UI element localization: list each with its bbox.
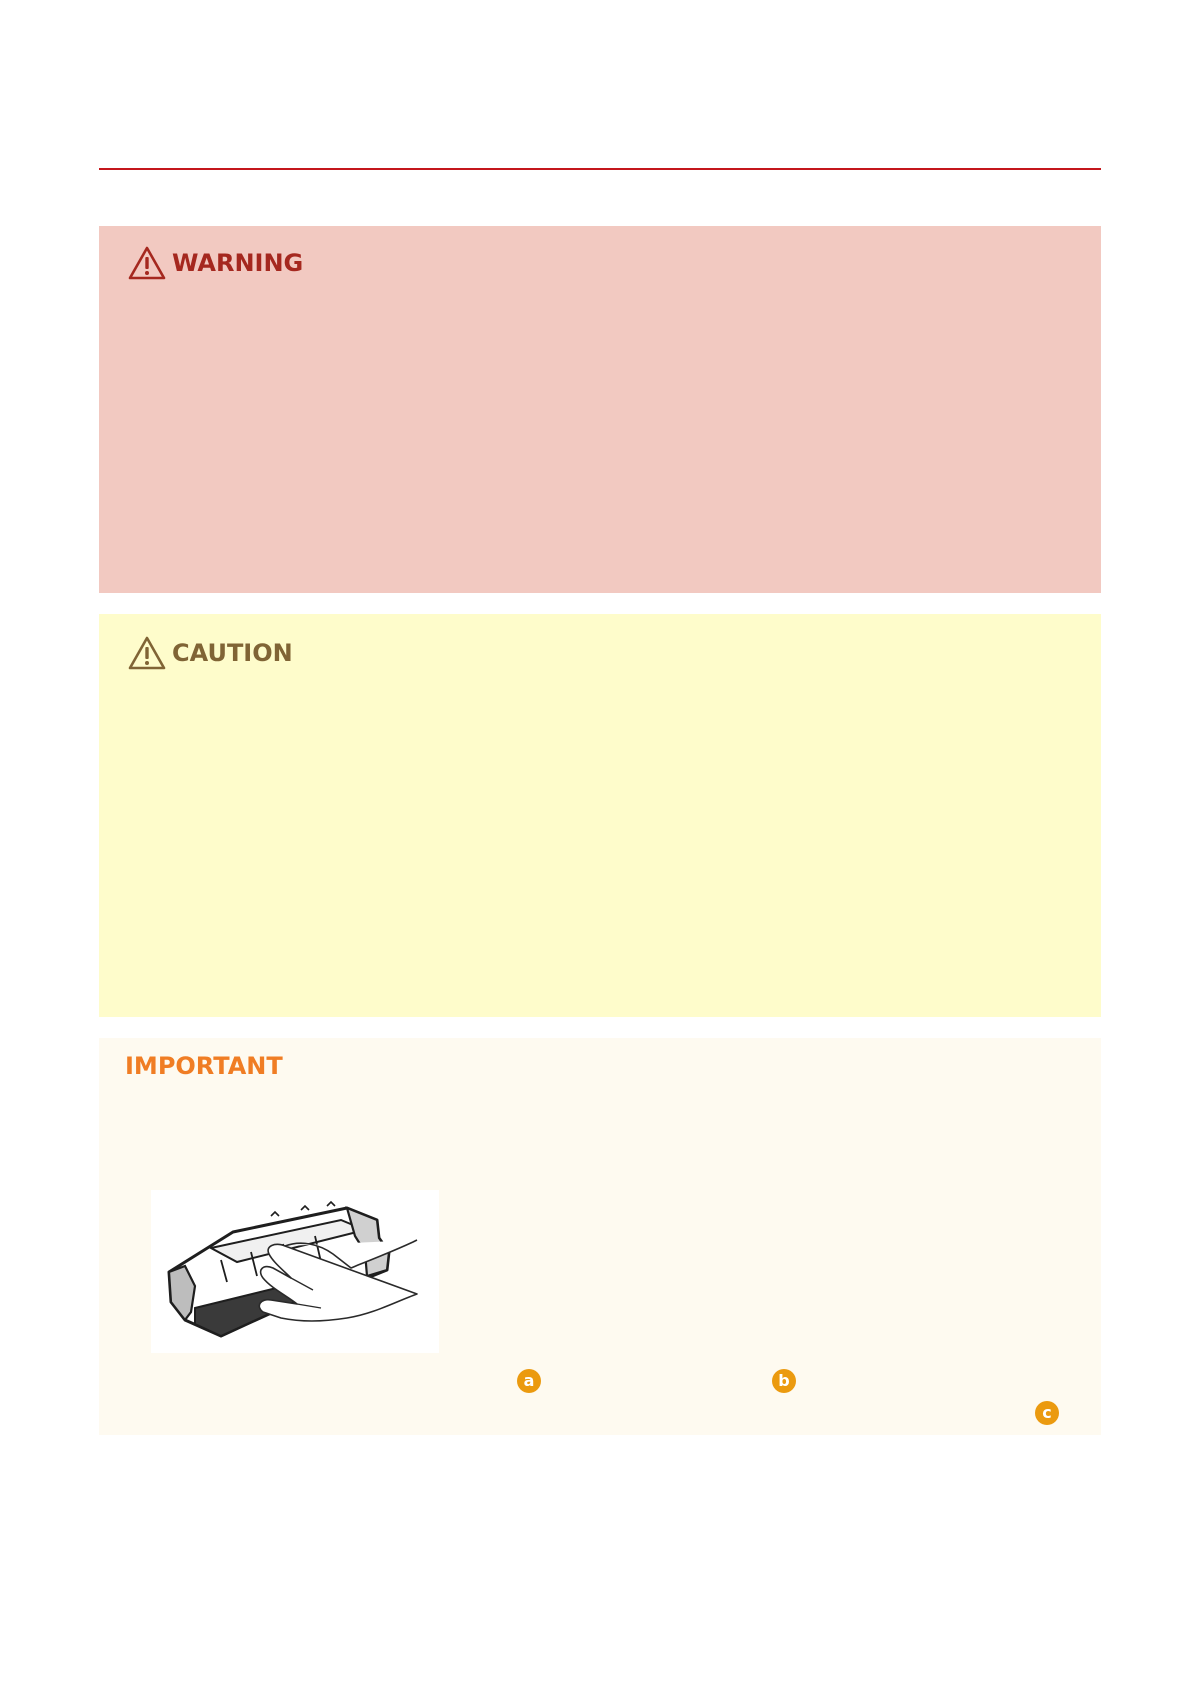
warning-triangle-icon xyxy=(128,246,166,280)
important-heading: IMPORTANT xyxy=(125,1052,283,1080)
callout-a-badge: a xyxy=(517,1369,541,1393)
caution-triangle-icon xyxy=(128,636,166,670)
warning-heading-label: WARNING xyxy=(172,249,304,277)
callout-b-badge: b xyxy=(772,1369,796,1393)
warning-box xyxy=(99,226,1101,593)
warning-heading xyxy=(128,246,303,280)
callout-c-badge: c xyxy=(1035,1401,1059,1425)
important-box xyxy=(99,1038,1101,1435)
caution-heading xyxy=(128,636,293,670)
caution-box xyxy=(99,614,1101,1017)
toner-cartridge-drawing xyxy=(151,1190,439,1353)
toner-cartridge-illustration xyxy=(151,1190,439,1353)
title-divider xyxy=(99,168,1101,170)
caution-heading-label: CAUTION xyxy=(172,639,293,667)
